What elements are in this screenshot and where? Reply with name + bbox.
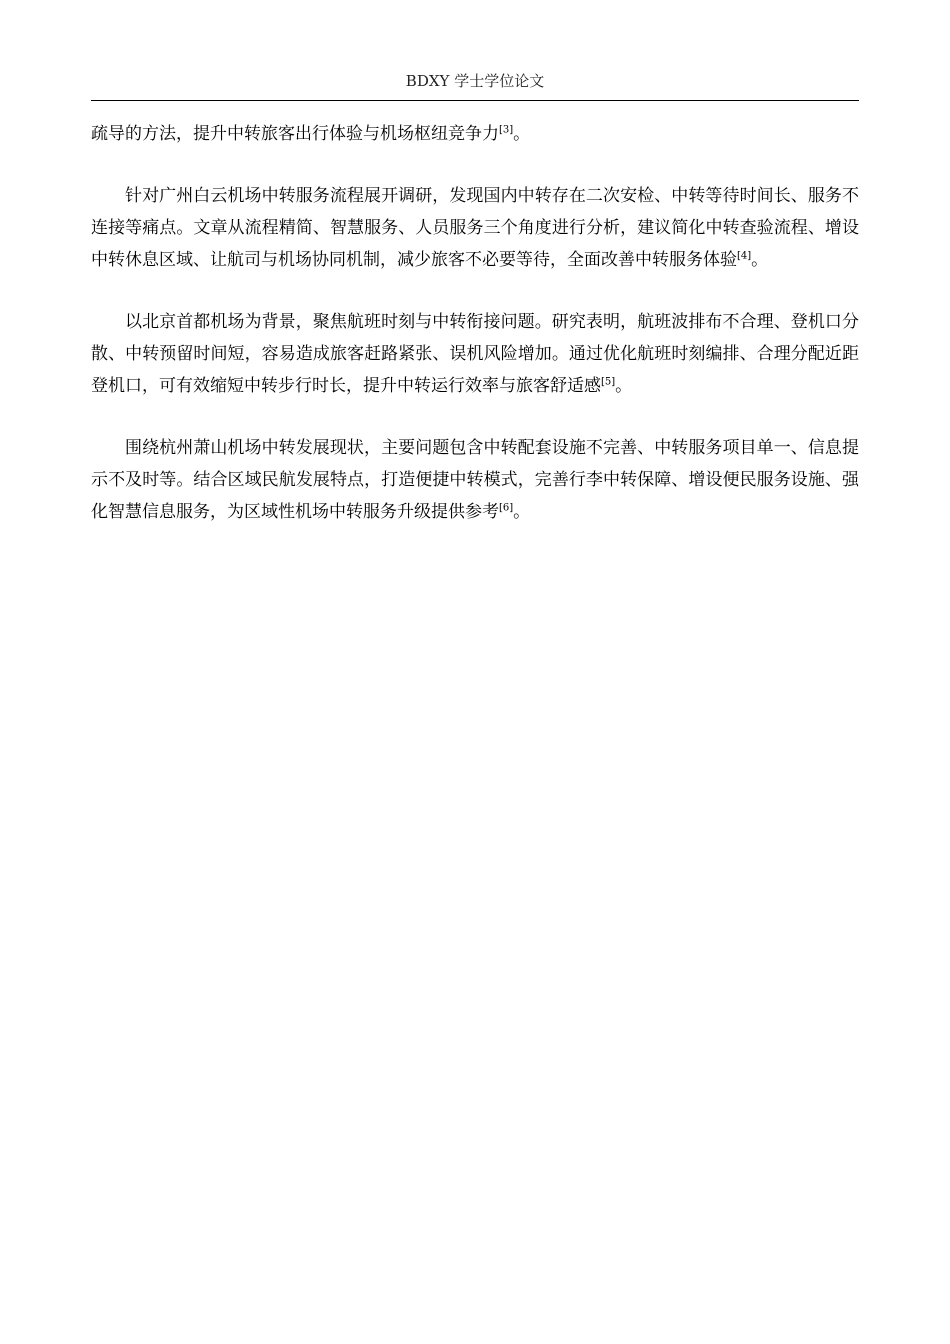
paragraph-hangzhou	[91, 432, 859, 528]
paragraph-guangzhou	[91, 180, 859, 276]
body-text	[91, 118, 859, 528]
paragraph-end: 。	[751, 250, 769, 270]
paragraph-text: 以北京首都机场为背景，聚焦航班时刻与中转衔接问题。研究表明，航班波排布不合理、登机口分散、中转预留时间短，容易造成旅客赶路紧张、误机风险增加。通过优化航班时刻编排、合理分配近距登机口，可有效缩短中转步行时长，提升中转运行效率与旅客舒适感	[91, 312, 859, 396]
paragraph-beijing	[91, 306, 859, 402]
paragraph-end: 。	[513, 124, 531, 144]
paragraph-text: 围绕杭州萧山机场中转发展现状，主要问题包含中转配套设施不完善、中转服务项目单一、信息提示不及时等。结合区域民航发展特点，打造便捷中转模式，完善行李中转保障、增设便民服务设施、强化智慧信息服务，为区域性机场中转服务升级提供参考	[91, 438, 859, 522]
citation-mark: [6]	[499, 502, 514, 514]
header-rule	[91, 100, 859, 101]
citation-mark: [5]	[601, 376, 616, 388]
paragraph-continuation	[91, 118, 859, 150]
paragraph-text: 针对广州白云机场中转服务流程展开调研，发现国内中转存在二次安检、中转等待时间长、服务不连接等痛点。文章从流程精简、智慧服务、人员服务三个角度进行分析，建议简化中转查验流程、增设中转休息区域、让航司与机场协同机制，减少旅客不必要等待，全面改善中转服务体验	[91, 186, 859, 270]
paragraph-text: 疏导的方法，提升中转旅客出行体验与机场枢纽竞争力	[91, 124, 499, 144]
citation-mark: [4]	[737, 250, 752, 262]
paragraph-end: 。	[615, 376, 633, 396]
paragraph-end: 。	[513, 502, 531, 522]
running-header: BDXY 学士学位论文	[405, 72, 545, 90]
citation-mark: [3]	[499, 124, 514, 136]
